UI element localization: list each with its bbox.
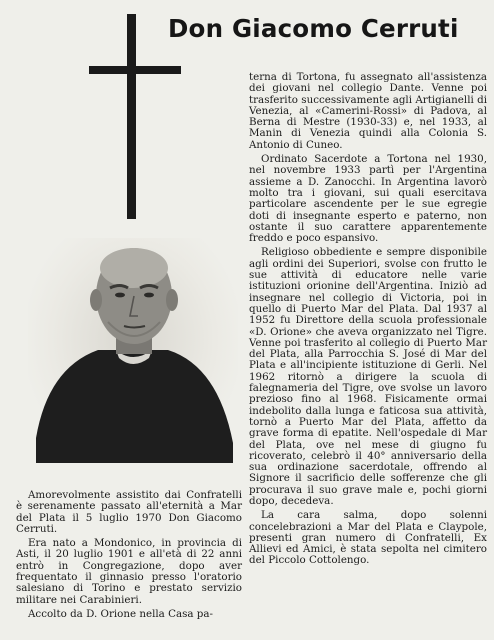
page-title: Don Giacomo Cerruti <box>168 14 459 43</box>
paragraph: terna di Tortona, fu assegnato all'assistenza dei giovani nel collegio Dante. Venne poi trasferito successivamente agli Artigianelli di Venezia, al «Camerini-Rossi» di Padova, al Berna di Mestre (1930-33) e, nel 1933, al Manin di Venezia quindi alla Colonia S. Antonio di Cuneo. <box>249 71 487 151</box>
right-column <box>249 72 487 570</box>
left-column <box>16 490 242 623</box>
paragraph: Era nato a Mondonico, in provincia di Asti, il 20 luglio 1901 e all'età di 22 anni entrò in Congregazione, dopo aver frequentato il ginnasio presso l'oratorio salesiano di Torino e prestato servizio militare nei Carabinieri. <box>16 537 242 606</box>
portrait-photo <box>28 238 238 463</box>
paragraph: Ordinato Sacerdote a Tortona nel 1930, nel novembre 1933 partì per l'Argentina assieme a D. Zanocchi. In Argentina lavorò molto tra i giovani, sui quali esercitava particolare ascendente per le sue egregie doti di insegnante esperto e paterno, non ostante il suo carattere apparentemente freddo e poco espansivo. <box>249 153 487 245</box>
paragraph: Accolto da D. Orione nella Casa pa- <box>28 607 214 620</box>
paragraph: Religioso obbediente e sempre disponibile agli ordini dei Superiori, svolse con frutto le sue attività di educatore nelle varie istituzioni orionine dell'Argentina. Iniziò ad insegnare nel collegio di Victoria, poi in quello di Puerto Mar del Plata. Dal 1937 al 1952 fu Direttore della scuola professionale «D. Orione» che aveva organizzato nel Tigre. Venne poi trasferito al collegio di Puerto Mar del Plata, alla Parrocchia S. José di Mar del Plata e all'incipiente istituzione di Gerli. Nel 1962 ritornò a dirigere la scuola di falegnameria del Tigre, ove svolse un lavoro prezioso fino al 1968. Fisicamente ormai indebolito dalla lunga e faticosa sua attività, tornò a Puerto Mar del Plata, affetto da grave forma di epatite. Nell'ospedale di Mar del Plata, ove nel mese di giugno fu ricoverato, celebrò il 40° anniversario della sua ordinazione sacerdotale, offrendo al Signore il sacrificio delle sofferenze che gli procurava il suo grave male e, pochi giorni dopo, decedeva. <box>249 246 487 507</box>
paragraph: Amorevolmente assistito dai Confratelli è serenamente passato all'eternità a Mar del Plata il 5 luglio 1970 Don Giacomo Cerruti. <box>16 489 242 535</box>
paragraph: La cara salma, dopo solenni concelebrazioni a Mar del Plata e Claypole, presenti gran numero di Confratelli, Ex Allievi ed Amici, è stata sepolta nel cimitero del Piccolo Cottolengo. <box>249 509 487 567</box>
